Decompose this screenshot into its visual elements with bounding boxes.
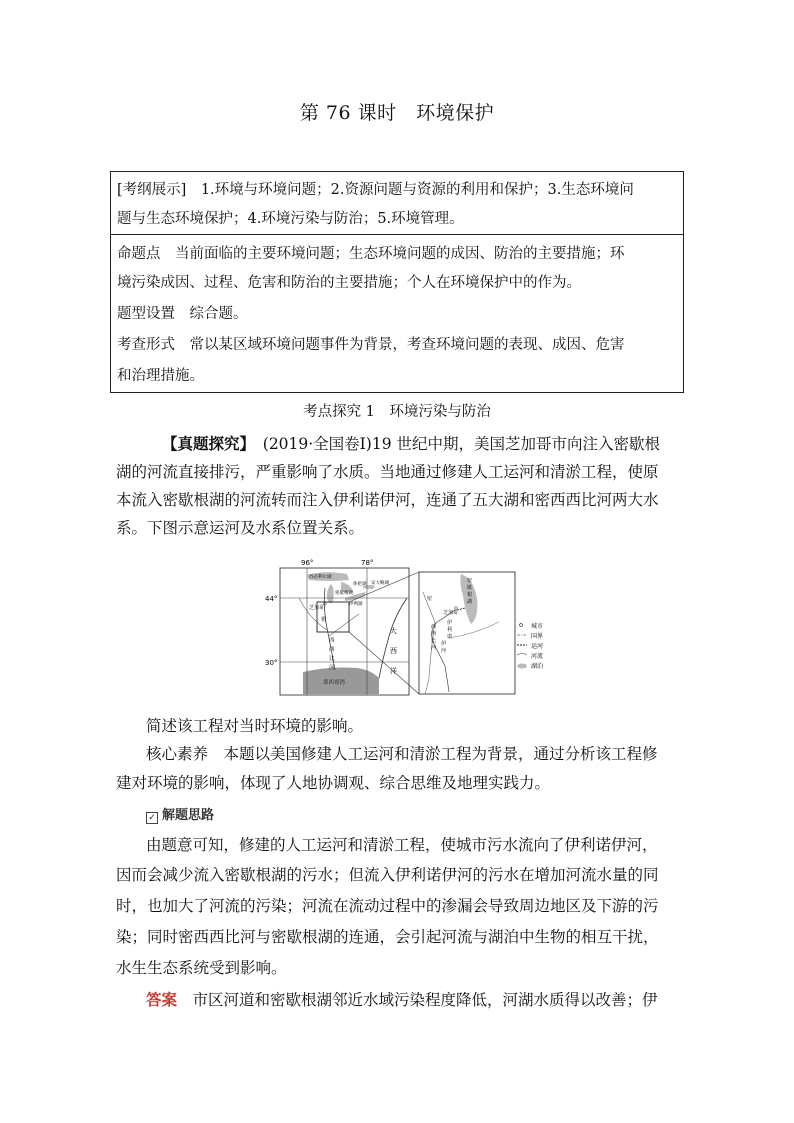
river-char: 比 [329, 656, 335, 662]
detail-lake-char: 湖 [467, 599, 473, 605]
outline-line: 境污染成因、过程、危害和防治的主要措施；个人在环境保护中的作为。 [117, 275, 581, 291]
detail-river-char: 伊 [447, 620, 453, 626]
question-line [162, 432, 660, 454]
outline-line: 考查形式 常以某区域环境问题事件为背景，考查环境问题的表现、成因、危害 [117, 337, 625, 353]
ocean-char: 洋 [390, 667, 397, 675]
legend-city-symbol [520, 624, 523, 627]
ocean-char: 西 [390, 647, 397, 655]
lake-label: 密歇根湖 [335, 591, 353, 596]
question-label: 【真题探究】 [162, 434, 248, 453]
solution-hint-heading [146, 804, 214, 824]
analysis-line: 因而会减少流入密歇根湖的污水；但流入伊利诺伊河的污水在增加河流水量的同 [116, 866, 659, 884]
lake-label: 苏必利尔湖 [309, 575, 332, 580]
city-label: 芝加哥 [309, 605, 325, 611]
ocean-char: 大 [390, 627, 397, 635]
page-title: 第 76 课时 环境保护 [299, 102, 495, 124]
river-char: 密 [321, 617, 327, 623]
exam-outline-box [110, 171, 684, 393]
answer-line [146, 988, 658, 1010]
legend-lake-symbol [517, 664, 527, 669]
outline-top-section [111, 172, 683, 235]
hint-heading-text: 解题思路 [162, 808, 215, 823]
detail-river-char: 河 [441, 648, 447, 654]
gulf-label: 墨西哥湾 [323, 680, 346, 686]
detail-city-label: 芝加哥 [443, 610, 459, 616]
detail-lake-char: 密 [467, 578, 473, 584]
outline-line: 题与生态环境保护；4.环境污染与防治；5.环境管理。 [117, 211, 464, 227]
checkbox-icon: ✓ [146, 812, 158, 824]
legend-label: 河流 [531, 653, 544, 660]
river-char: 西 [329, 647, 335, 653]
detail-river2-char: 西 [431, 624, 437, 630]
outline-line: [考纲展示] 1.环境与环境问题；2.资源问题与资源的利用和保护；3.生态环境问 [117, 182, 634, 198]
detail-lake-char: 歇 [467, 585, 473, 591]
detail-lake-char: 根 [467, 592, 473, 598]
analysis-line: 由题意可知，修建的人工运河和清淤工程，使城市污水流向了伊利诺伊河， [146, 836, 658, 854]
legend-label: 国界 [531, 633, 544, 640]
outline-line: 题型设置 综合题。 [117, 306, 248, 322]
legend-river-symbol [517, 654, 527, 656]
lake-label: 伊利湖 [349, 602, 363, 607]
detail-river2-char: 河 [431, 645, 437, 651]
lat-label: 44° [265, 595, 278, 603]
detail-river-char: 利 [447, 627, 453, 633]
detail-river2-char: 密 [427, 596, 433, 602]
legend-label: 运河 [531, 643, 544, 650]
question-line: 湖的河流直接排污，严重影响了水质。当地通过修建人工运河和清淤工程，使原 [116, 463, 659, 481]
river-char: 河 [329, 665, 335, 671]
canal-map-figure [265, 558, 553, 696]
lon-label: 78° [361, 559, 374, 567]
question-text: (2019·全国卷Ⅰ)19 世纪中期，美国芝加哥市向注入密歇根 [247, 435, 661, 453]
detail-river-char: 伊 [441, 641, 447, 647]
question-prompt: 简述该工程对当时环境的影响。 [146, 717, 364, 735]
lat-label: 30° [265, 659, 278, 667]
lake-label: 安大略湖 [371, 581, 389, 586]
core-literacy-line: 建对环境的影响，体现了人地协调观、综合思维及地理实践力。 [116, 774, 551, 792]
analysis-line: 水生生态系统受到影响。 [116, 959, 287, 977]
analysis-line: 染；同时密西西比河与密歇根湖的连通，会引起河流与湖泊中生物的相互干扰， [116, 928, 659, 946]
answer-text: 市区河道和密歇根湖邻近水域污染程度降低，河湖水质得以改善；伊 [177, 991, 658, 1009]
detail-river2-char: 西 [431, 631, 437, 637]
legend-label: 城市 [531, 623, 544, 630]
lake-label: 休伦湖 [353, 582, 367, 587]
question-line: 本流入密歇根湖的河流转而注入伊利诺伊河，连通了五大湖和密西西比河两大水 [116, 491, 659, 509]
core-literacy-line: 核心素养 本题以美国修建人工运河和清淤工程为背景，通过分析该工程修 [146, 745, 658, 763]
detail-river2-char: 比 [431, 638, 437, 644]
question-line: 系。下图示意运河及水系位置关系。 [116, 519, 365, 537]
section-heading: 考点探究 1 环境污染与防治 [303, 404, 491, 420]
river-char: 西 [329, 638, 335, 644]
answer-label: 答案 [146, 990, 178, 1009]
analysis-line: 时，也加大了河流的污染；河流在流动过程中的渗漏会导致周边地区及下游的污 [116, 897, 659, 915]
outline-line: 命题点 当前面临的主要环境问题；生态环境问题的成因、防治的主要措施；环 [117, 246, 625, 262]
lon-label: 96° [301, 559, 314, 567]
outline-line: 和治理措施。 [117, 368, 204, 384]
detail-river-char: 诺 [447, 634, 453, 640]
legend-label: 湖泊 [531, 663, 544, 670]
